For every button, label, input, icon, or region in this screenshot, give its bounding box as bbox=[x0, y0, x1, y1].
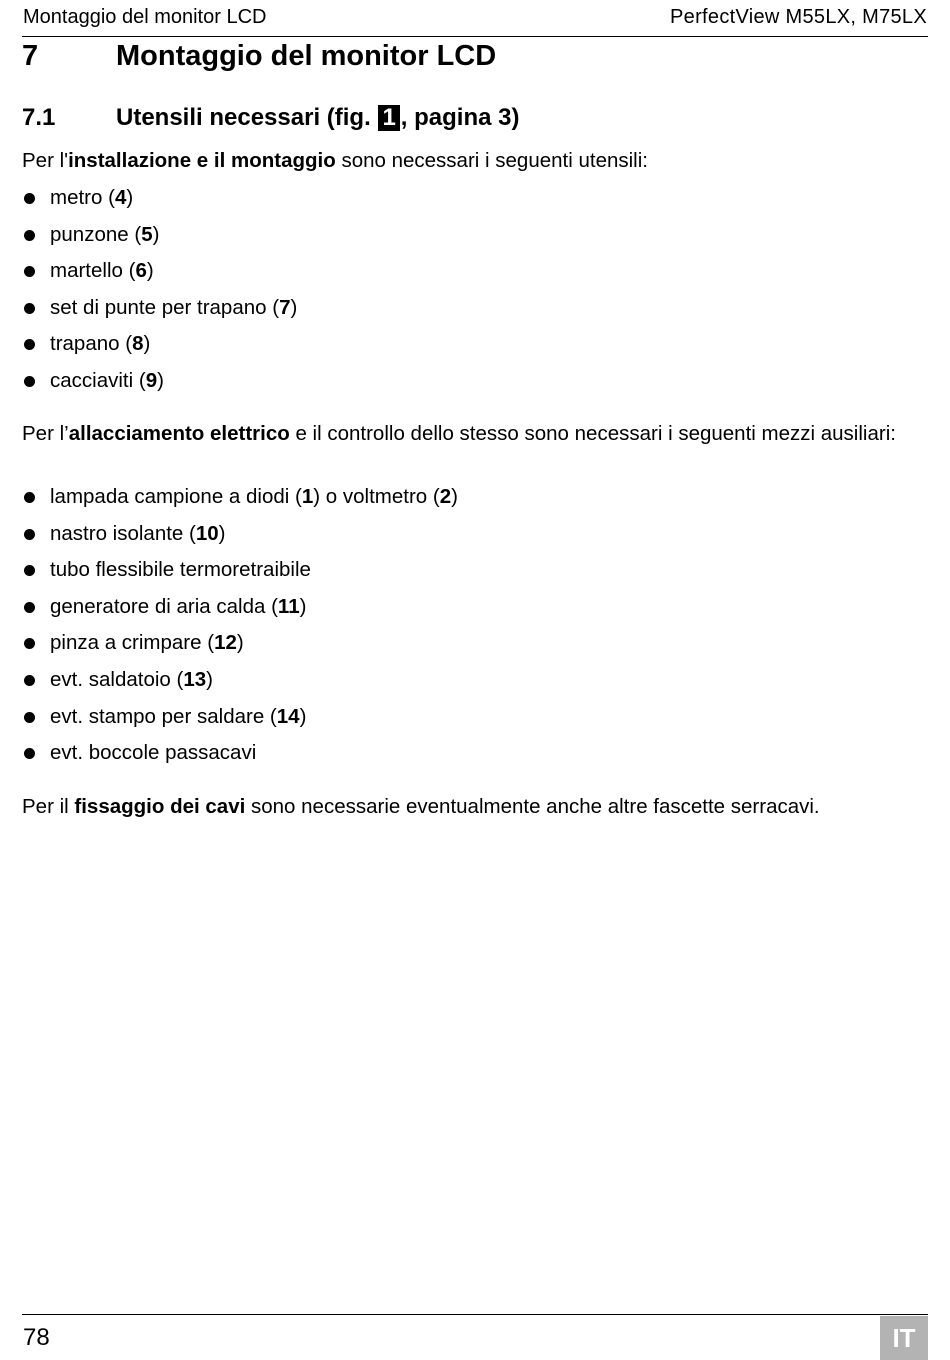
item-ref: 1 bbox=[301, 485, 314, 508]
tools-list bbox=[22, 180, 297, 400]
item-end: ) bbox=[157, 368, 164, 392]
intro-electrical-paragraph bbox=[22, 421, 932, 447]
list-item bbox=[22, 479, 458, 516]
bullet-icon bbox=[24, 712, 35, 723]
item-ref: 7 bbox=[279, 295, 291, 319]
bullet-icon bbox=[24, 602, 35, 613]
item-ref: 13 bbox=[183, 667, 207, 691]
item-ref2: 2 bbox=[439, 485, 452, 508]
item-label: set di punte per trapano ( bbox=[50, 295, 280, 319]
item-ref: 4 bbox=[114, 186, 127, 209]
bullet-icon bbox=[24, 638, 35, 649]
chapter-number: 7 bbox=[22, 40, 39, 72]
list-item bbox=[22, 516, 458, 553]
bullet-icon bbox=[24, 376, 35, 387]
closing-paragraph bbox=[22, 794, 932, 820]
section-title bbox=[116, 104, 519, 132]
item-ref: 8 bbox=[132, 332, 144, 356]
footer-divider bbox=[22, 1314, 928, 1315]
closing-post: sono necessarie eventualmente anche altre fascette serracavi. bbox=[245, 795, 820, 818]
bullet-icon bbox=[24, 748, 35, 759]
item-label: evt. boccole passacavi bbox=[50, 741, 257, 765]
list-item bbox=[22, 180, 297, 217]
item-end: ) bbox=[236, 631, 244, 655]
item-end: ) bbox=[299, 594, 307, 618]
section-number: 7.1 bbox=[22, 104, 56, 131]
list-item bbox=[22, 662, 458, 699]
intro-installation-paragraph bbox=[22, 148, 932, 174]
item-label: punzone ( bbox=[50, 222, 142, 246]
item-ref: 12 bbox=[214, 631, 237, 655]
item-end: ) bbox=[143, 332, 151, 356]
list-item bbox=[22, 735, 458, 772]
section-title-post: , pagina 3) bbox=[400, 104, 520, 131]
item-ref: 9 bbox=[145, 368, 158, 392]
section-title-pre: Utensili necessari (fig. bbox=[116, 104, 371, 131]
list-item bbox=[22, 552, 458, 589]
list-item bbox=[22, 589, 458, 626]
list-item bbox=[22, 699, 458, 736]
list-item bbox=[22, 625, 458, 662]
item-end: ) bbox=[299, 704, 307, 728]
item-label: cacciaviti ( bbox=[50, 368, 146, 392]
list-item bbox=[22, 253, 297, 290]
item-label: lampada campione a diodi ( bbox=[50, 485, 302, 508]
intro1-pre: Per l' bbox=[22, 149, 69, 172]
list-item bbox=[22, 326, 297, 363]
item-ref: 11 bbox=[277, 594, 300, 618]
intro1-post: sono necessari i seguenti utensili: bbox=[335, 149, 648, 172]
item-end: ) bbox=[126, 186, 134, 209]
item-label: metro ( bbox=[50, 186, 115, 209]
item-end: ) bbox=[218, 521, 226, 545]
bullet-icon bbox=[24, 529, 35, 540]
figure-ref-badge: 1 bbox=[378, 105, 399, 131]
page-number: 78 bbox=[23, 1324, 50, 1351]
item-label: nastro isolante ( bbox=[50, 521, 196, 545]
item-label: martello ( bbox=[50, 259, 136, 283]
intro2-post: e il controllo dello stesso sono necessari i seguenti mezzi ausiliari: bbox=[289, 422, 896, 445]
item-mid: ) o voltmetro ( bbox=[313, 485, 440, 508]
item-ref: 10 bbox=[195, 521, 219, 545]
item-ref: 14 bbox=[276, 704, 300, 728]
item-end: ) bbox=[206, 667, 213, 691]
item-end: ) bbox=[146, 259, 154, 283]
bullet-icon bbox=[24, 339, 35, 350]
intro2-pre: Per l’ bbox=[22, 422, 69, 445]
bullet-icon bbox=[24, 193, 35, 204]
intro1-bold: installazione e il montaggio bbox=[68, 149, 336, 172]
item-label: trapano ( bbox=[50, 332, 133, 356]
item-label: generatore di aria calda ( bbox=[50, 594, 278, 618]
item-label: evt. stampo per saldare ( bbox=[50, 704, 277, 728]
list-item bbox=[22, 363, 297, 400]
closing-pre: Per il bbox=[22, 795, 75, 818]
item-end: ) bbox=[152, 222, 160, 246]
item-label: pinza a crimpare ( bbox=[50, 631, 215, 655]
page-header-left: Montaggio del monitor LCD bbox=[23, 6, 267, 28]
page-header-right: PerfectView M55LX, M75LX bbox=[670, 6, 927, 28]
list-item bbox=[22, 217, 297, 254]
aids-list bbox=[22, 479, 458, 772]
bullet-icon bbox=[24, 230, 35, 241]
bullet-icon bbox=[24, 675, 35, 686]
item-end: ) bbox=[290, 295, 298, 319]
closing-bold: fissaggio dei cavi bbox=[74, 795, 246, 818]
list-item bbox=[22, 290, 297, 327]
language-badge: IT bbox=[880, 1316, 928, 1360]
chapter-title: Montaggio del monitor LCD bbox=[116, 40, 497, 72]
item-end: ) bbox=[451, 485, 458, 508]
bullet-icon bbox=[24, 303, 35, 314]
item-ref: 5 bbox=[141, 222, 153, 246]
bullet-icon bbox=[24, 266, 35, 277]
bullet-icon bbox=[24, 565, 35, 576]
item-ref: 6 bbox=[135, 259, 147, 283]
item-label: tubo flessibile termoretraibile bbox=[50, 558, 311, 582]
header-divider bbox=[22, 36, 928, 37]
bullet-icon bbox=[24, 492, 35, 503]
intro2-bold: allacciamento elettrico bbox=[68, 422, 290, 445]
item-label: evt. saldatoio ( bbox=[50, 667, 184, 691]
